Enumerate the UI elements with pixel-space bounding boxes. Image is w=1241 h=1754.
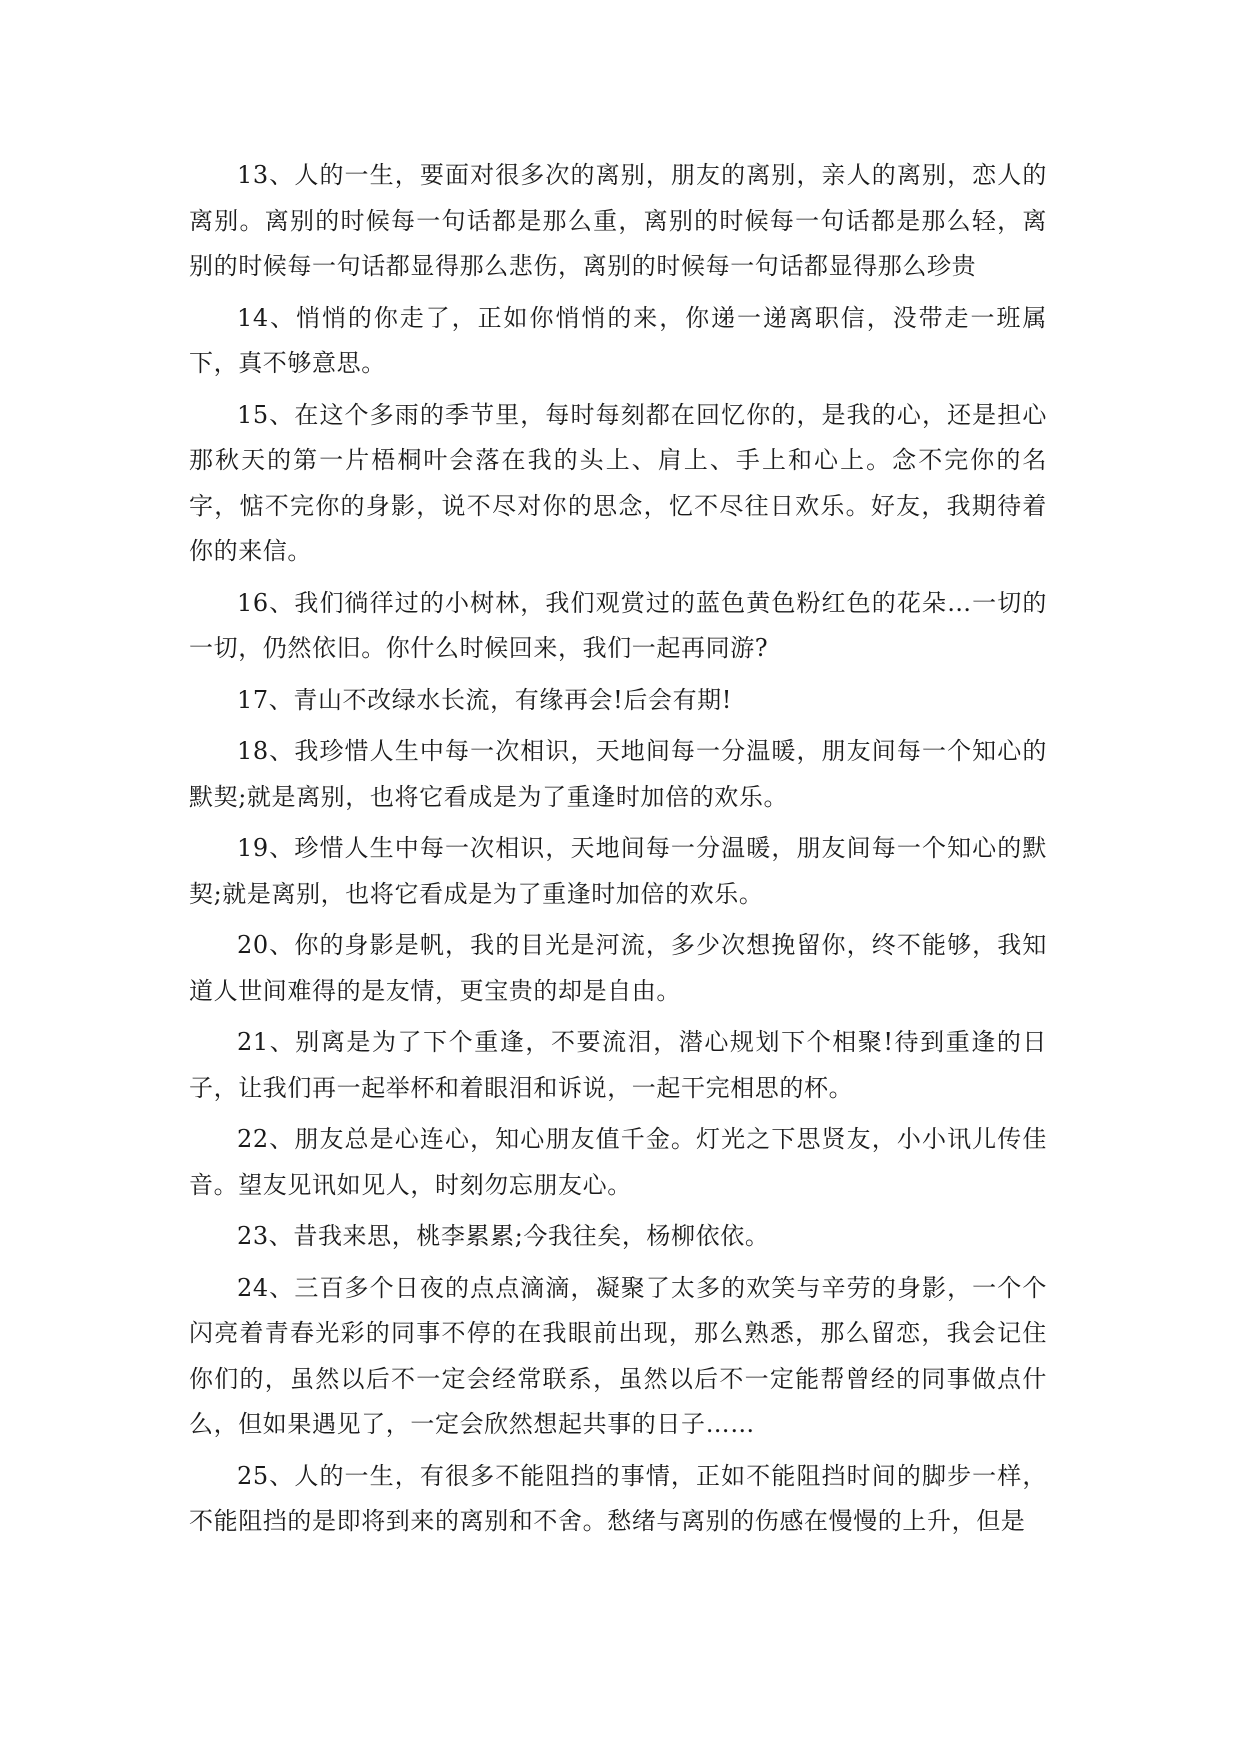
paragraph-13: 13、人的一生，要面对很多次的离别，朋友的离别，亲人的离别，恋人的离别。离别的时候每一句话都是那么重，离别的时候每一句话都是那么轻，离别的时候每一句话都显得那么悲伤，离别的时候每一句话都显得那么珍贵 (189, 161, 1047, 280)
paragraph-16: 16、我们徜徉过的小树林，我们观赏过的蓝色黄色粉红色的花朵…一切的一切，仍然依旧。你什么时候回来，我们一起再同游? (189, 588, 1047, 662)
paragraph-15: 15、在这个多雨的季节里，每时每刻都在回忆你的，是我的心，还是担心那秋天的第一片梧桐叶会落在我的头上、肩上、手上和心上。念不完你的名字，惦不完你的身影，说不尽对你的思念，忆不尽往日欢乐。好友，我期待着你的来信。 (189, 400, 1047, 565)
paragraph-21: 21、别离是为了下个重逢，不要流泪，潜心规划下个相聚!待到重逢的日子，让我们再一起举杯和着眼泪和诉说，一起干完相思的杯。 (189, 1028, 1047, 1102)
paragraph-24: 24、三百多个日夜的点点滴滴，凝聚了太多的欢笑与辛劳的身影，一个个闪亮着青春光彩的同事不停的在我眼前出现，那么熟悉，那么留恋，我会记住你们的，虽然以后不一定会经常联系，虽然以后不一定能帮曾经的同事做点什么，但如果遇见了，一定会欣然想起共事的日子…… (189, 1273, 1047, 1438)
paragraph-17: 17、青山不改绿水长流，有缘再会!后会有期! (237, 685, 733, 714)
paragraph-18: 18、我珍惜人生中每一次相识，天地间每一分温暖，朋友间每一个知心的默契;就是离别，也将它看成是为了重逢时加倍的欢乐。 (189, 737, 1047, 811)
paragraph-19: 19、珍惜人生中每一次相识，天地间每一分温暖，朋友间每一个知心的默契;就是离别，也将它看成是为了重逢时加倍的欢乐。 (189, 834, 1047, 908)
paragraph-25: 25、人的一生，有很多不能阻挡的事情，正如不能阻挡时间的脚步一样，不能阻挡的是即将到来的离别和不舍。愁绪与离别的伤感在慢慢的上升，但是 (189, 1461, 1047, 1535)
paragraph-14: 14、悄悄的你走了，正如你悄悄的来，你递一递离职信，没带走一班属下，真不够意思。 (189, 303, 1047, 377)
paragraph-22: 22、朋友总是心连心，知心朋友值千金。灯光之下思贤友，小小讯儿传佳音。望友见讯如见人，时刻勿忘朋友心。 (189, 1125, 1047, 1199)
paragraph-20: 20、你的身影是帆，我的目光是河流，多少次想挽留你，终不能够，我知道人世间难得的是友情，更宝贵的却是自由。 (189, 931, 1047, 1005)
document-page (189, 153, 1047, 1551)
paragraph-23: 23、昔我来思，桃李累累;今我往矣，杨柳依依。 (237, 1222, 770, 1250)
